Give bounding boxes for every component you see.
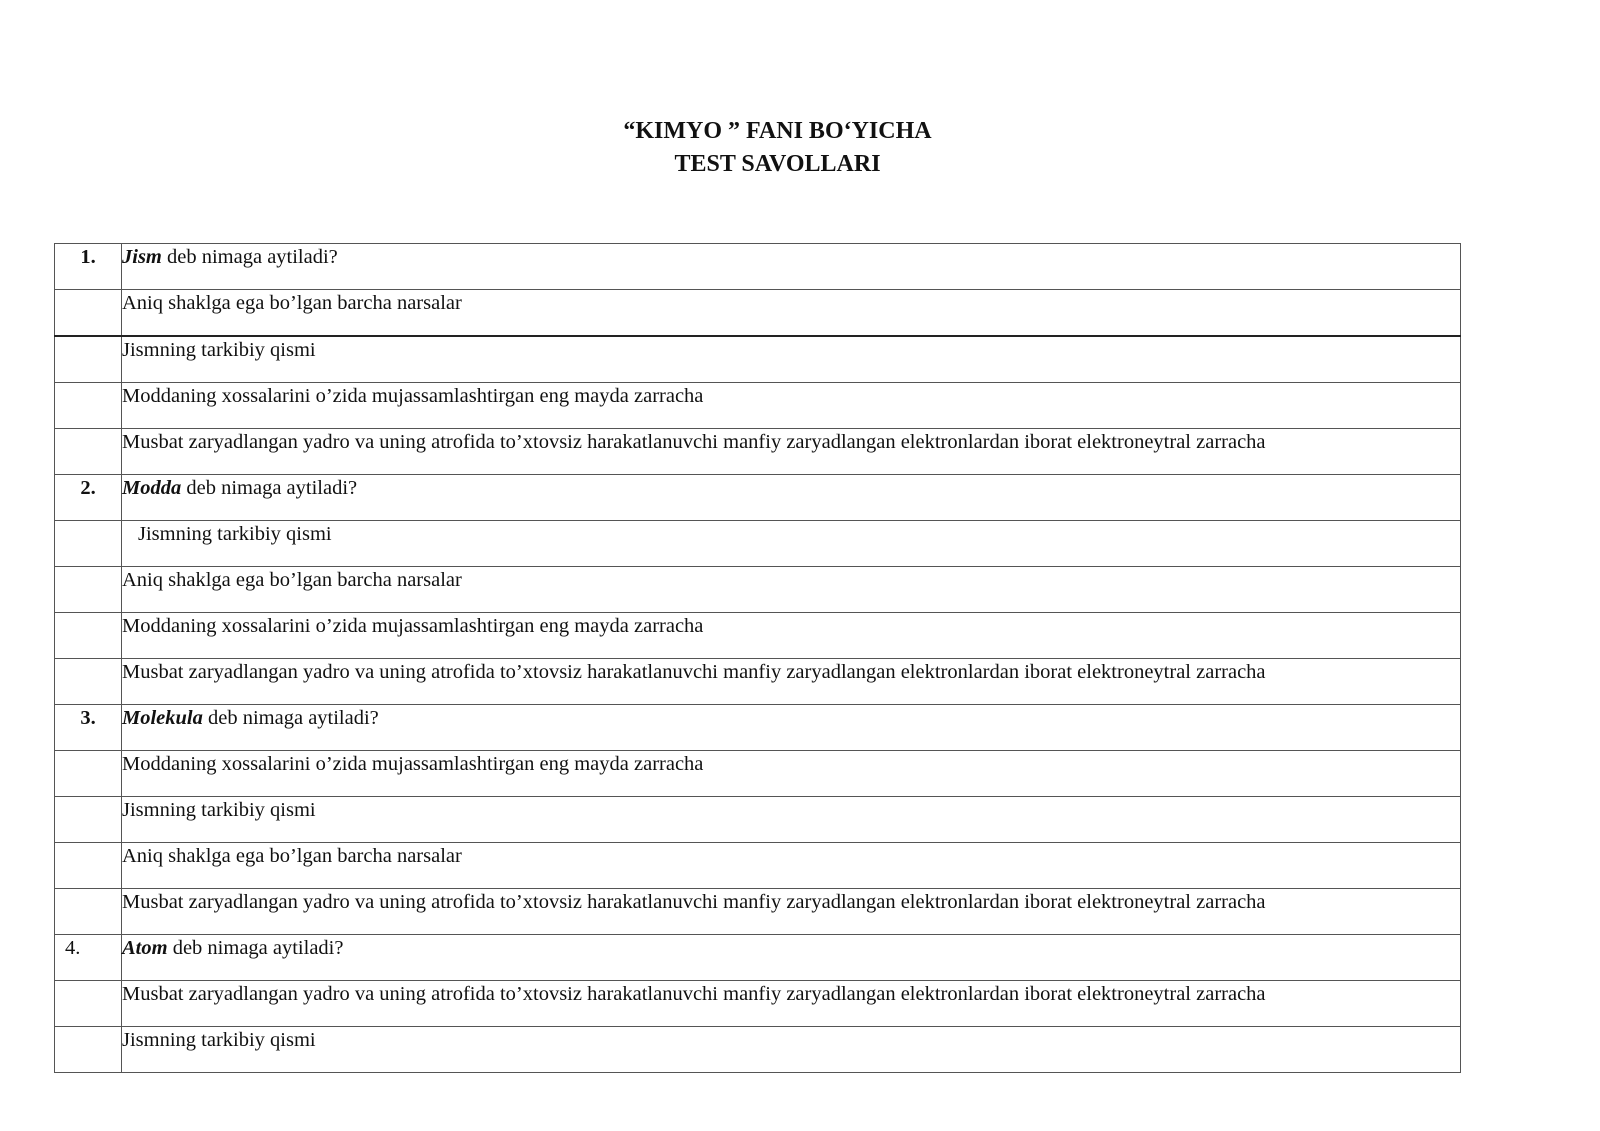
answer-row (55, 889, 1461, 935)
answer-row (55, 659, 1461, 705)
title-line-2: TEST SAVOLLARI (674, 151, 881, 177)
answer-text: Moddaning xossalarini o’zida mujassamlashtirgan eng mayda zarracha (122, 383, 1461, 429)
answer-text: Jismning tarkibiy qismi (122, 797, 1461, 843)
answer-number-cell (55, 751, 122, 797)
answer-number-cell (55, 336, 122, 383)
question-row (55, 935, 1461, 981)
answer-text: Jismning tarkibiy qismi (122, 1027, 1461, 1073)
question-number: 4. (55, 935, 122, 981)
question-term: Atom (122, 937, 168, 959)
test-questions-table (54, 243, 1461, 1073)
question-text (122, 475, 1461, 521)
answer-number-cell (55, 613, 122, 659)
question-row (55, 244, 1461, 290)
question-term: Molekula (122, 707, 203, 729)
answer-row (55, 1027, 1461, 1073)
answer-text: Aniq shaklga ega bo’lgan barcha narsalar (122, 567, 1461, 613)
answer-number-cell (55, 383, 122, 429)
answer-number-cell (55, 429, 122, 475)
question-rest: deb nimaga aytiladi? (161, 246, 338, 268)
answer-row (55, 336, 1461, 383)
answer-text: Moddaning xossalarini o’zida mujassamlashtirgan eng mayda zarracha (122, 613, 1461, 659)
answer-row (55, 797, 1461, 843)
answer-text: Musbat zaryadlangan yadro va uning atrofida to’xtovsiz harakatlanuvchi manfiy zaryadlangan elektronlardan iborat elektroneytral zarracha (122, 429, 1461, 475)
answer-text: Musbat zaryadlangan yadro va uning atrofida to’xtovsiz harakatlanuvchi manfiy zaryadlangan elektronlardan iborat elektroneytral zarracha (122, 981, 1461, 1027)
document-title (0, 115, 1555, 181)
answer-text: Aniq shaklga ega bo’lgan barcha narsalar (122, 290, 1461, 337)
answer-number-cell (55, 521, 122, 567)
answer-number-cell (55, 567, 122, 613)
answer-text: Musbat zaryadlangan yadro va uning atrofida to’xtovsiz harakatlanuvchi manfiy zaryadlangan elektronlardan iborat elektroneytral zarracha (122, 889, 1461, 935)
question-term: Jism (122, 246, 162, 268)
answer-number-cell (55, 889, 122, 935)
question-text (122, 244, 1461, 290)
title-line-1: “KIMYO ” FANI BO‘YICHA (623, 118, 932, 144)
question-rest: deb nimaga aytiladi? (202, 707, 379, 729)
question-number: 2. (55, 475, 122, 521)
question-rest: deb nimaga aytiladi? (181, 477, 358, 499)
answer-row (55, 383, 1461, 429)
answer-number-cell (55, 290, 122, 337)
question-row (55, 705, 1461, 751)
answer-text: Musbat zaryadlangan yadro va uning atrofida to’xtovsiz harakatlanuvchi manfiy zaryadlangan elektronlardan iborat elektroneytral zarracha (122, 659, 1461, 705)
answer-number-cell (55, 1027, 122, 1073)
answer-text: Jismning tarkibiy qismi (122, 336, 1461, 383)
answer-text: Aniq shaklga ega bo’lgan barcha narsalar (122, 843, 1461, 889)
question-text (122, 935, 1461, 981)
answer-number-cell (55, 843, 122, 889)
answer-row (55, 290, 1461, 337)
question-text (122, 705, 1461, 751)
answer-text: Jismning tarkibiy qismi (122, 521, 1461, 567)
answer-number-cell (55, 981, 122, 1027)
answer-number-cell (55, 797, 122, 843)
answer-row (55, 521, 1461, 567)
answer-row (55, 981, 1461, 1027)
question-term: Modda (122, 477, 182, 499)
answer-text: Moddaning xossalarini o’zida mujassamlashtirgan eng mayda zarracha (122, 751, 1461, 797)
answer-row (55, 843, 1461, 889)
question-number: 1. (55, 244, 122, 290)
answer-row (55, 613, 1461, 659)
question-number: 3. (55, 705, 122, 751)
answer-row (55, 567, 1461, 613)
question-row (55, 475, 1461, 521)
answer-row (55, 429, 1461, 475)
answer-row (55, 751, 1461, 797)
question-rest: deb nimaga aytiladi? (167, 937, 344, 959)
answer-number-cell (55, 659, 122, 705)
